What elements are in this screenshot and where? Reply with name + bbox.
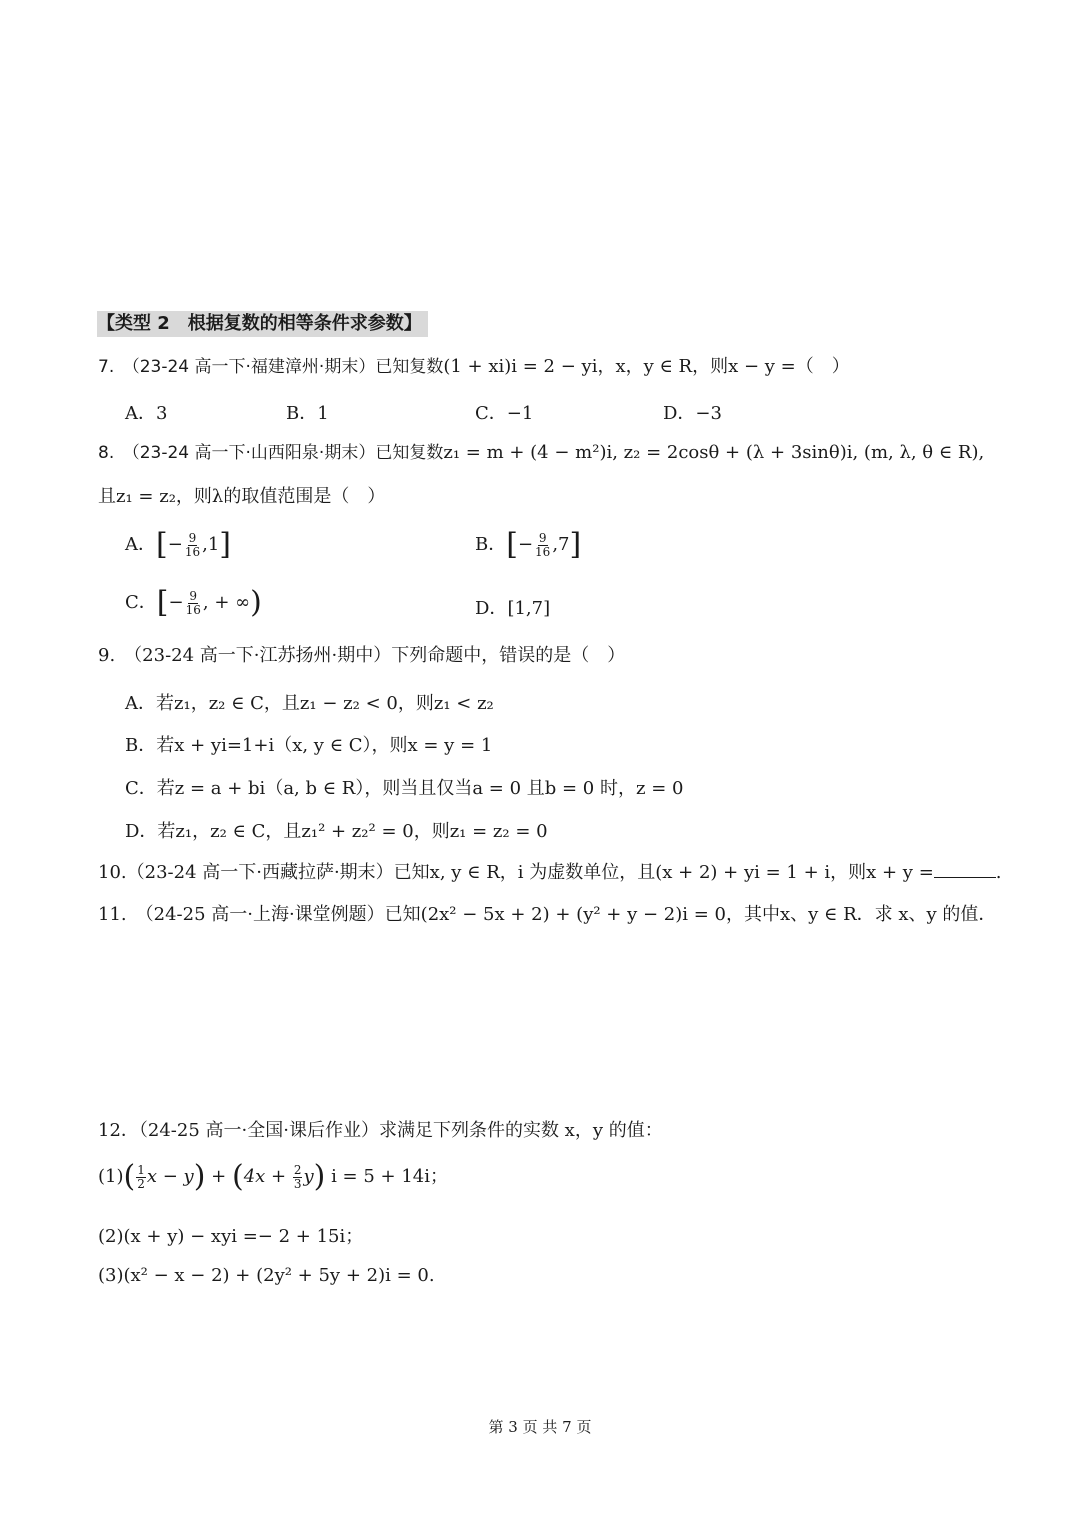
q8-option-b-label: B． bbox=[475, 534, 507, 555]
fraction: $\frac{1}{2}$ bbox=[137, 1162, 145, 1191]
q7-option-d: D．−3 bbox=[663, 403, 722, 424]
fraction: $\frac{2}{3}$ bbox=[293, 1162, 302, 1191]
page-footer: 第 3 页 共 7 页 bbox=[488, 1418, 592, 1436]
q9-option-b: B．若x + yi=1+i（x, y ∈ C），则x = y = 1 bbox=[125, 735, 493, 756]
q9-option-d: D．若z₁，z₂ ∈ C，且z₁² + z₂² = 0，则z₁ = z₂ = 0 bbox=[125, 821, 548, 842]
question-11-stem: 11. （24-25 高一·上海·课堂例题）已知(2x² − 5x + 2) + (y² + y − 2)i = 0，其中x、y ∈ R．求 x、y 的值． bbox=[98, 904, 997, 925]
question-12-part-3: (3)(x² − x − 2) + (2y² + 5y + 2)i = 0. bbox=[98, 1265, 435, 1286]
fraction: $\frac{9}{16}$ bbox=[184, 530, 201, 559]
q9-option-c: C．若z = a + bi（a, b ∈ R），则当且仅当a = 0 且b = 0 时，z = 0 bbox=[125, 778, 684, 799]
q8-option-c-label: C． bbox=[125, 592, 157, 613]
q8-option-d bbox=[475, 594, 550, 620]
q8-option-b: B．[− $\frac{9}{16}$ ,7] bbox=[475, 527, 582, 562]
question-7-prefix: 7. （23-24 高一下·福建漳州·期末）已知复数 bbox=[98, 357, 444, 377]
q8-option-d-label: D． bbox=[475, 598, 508, 619]
q8-option-d-value: [1,7] bbox=[507, 598, 551, 619]
question-12-part-1: (1)( $\frac{1}{2}$ x − y) + (4x + $\frac{2}{3}$ y) i = 5 + 14i； bbox=[98, 1159, 449, 1194]
question-8 bbox=[98, 442, 984, 464]
q7-option-b: B．1 bbox=[286, 403, 329, 424]
question-10 bbox=[98, 861, 1002, 884]
q8-option-a-label: A． bbox=[125, 534, 156, 555]
question-10-end: . bbox=[995, 862, 1002, 883]
answer-blank[interactable] bbox=[934, 861, 996, 878]
question-9-stem: 9. （23-24 高一下·江苏扬州·期中）下列命题中，错误的是（ ） bbox=[98, 645, 626, 666]
question-8-prefix: 8. （23-24 高一下·山西阳泉·期末）已知复数 bbox=[98, 443, 444, 463]
question-8-stem: z₁ = m + (4 − m²)i, z₂ = 2cosθ + (λ + 3sinθ)i, (m, λ, θ ∈ R), bbox=[443, 442, 985, 463]
q8-option-a: A．[− $\frac{9}{16}$ ,1] bbox=[125, 527, 231, 562]
question-10-stem: 10.（23-24 高一下·西藏拉萨·期末）已知x, y ∈ R，i 为虚数单位，且(x + 2) + yi = 1 + i，则x + y = bbox=[98, 862, 934, 883]
fraction: $\frac{9}{16}$ bbox=[535, 530, 551, 559]
q8-option-c: C．[− $\frac{9}{16}$ , + ∞) bbox=[125, 585, 262, 620]
fraction: $\frac{9}{16}$ bbox=[185, 588, 201, 617]
question-7-stem: (1 + xi)i = 2 − yi，x，y ∈ R，则x − y =（ ） bbox=[443, 356, 850, 377]
section-title: 【类型 2 根据复数的相等条件求参数】 bbox=[97, 311, 428, 337]
question-12-part-2: (2)(x + y) − xyi =− 2 + 15i； bbox=[98, 1226, 364, 1247]
question-7 bbox=[98, 356, 850, 378]
q7-option-a: A．3 bbox=[125, 403, 168, 424]
q9-option-a: A．若z₁，z₂ ∈ C，且z₁ − z₂ < 0，则z₁ < z₂ bbox=[125, 693, 494, 714]
question-12-stem: 12．（24-25 高一·全国·课后作业）求满足下列条件的实数 x，y 的值： bbox=[98, 1120, 663, 1141]
q7-option-c: C．−1 bbox=[475, 403, 534, 424]
question-8-line2: 且z₁ = z₂，则λ的取值范围是（ ） bbox=[98, 486, 386, 507]
